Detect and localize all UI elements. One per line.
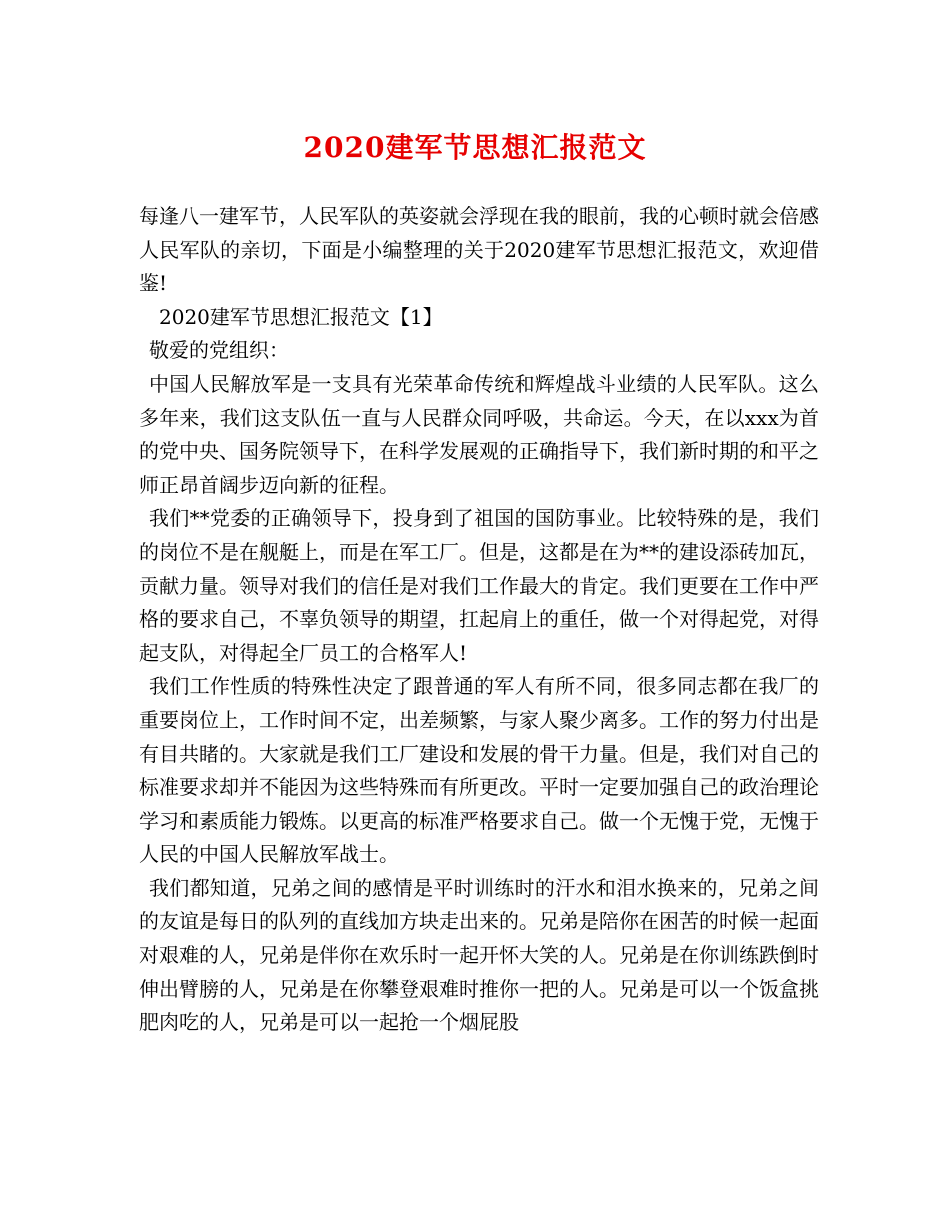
body-paragraph: 我们都知道，兄弟之间的感情是平时训练时的汗水和泪水换来的，兄弟之间的友谊是每日的队列的直线加方块走出来的。兄弟是陪你在困苦的时候一起面对艰难的人，兄弟是伴你在欢乐时一起开怀大笑的人。兄弟是在你训练跌倒时伸出臂膀的人，兄弟是在你攀登艰难时推你一把的人。兄弟是可以一个饭盒挑肥肉吃的人，兄弟是可以一起抢一个烟屁股 — [139, 875, 819, 1035]
intro-paragraph: 每逢八一建军节，人民军队的英姿就会浮现在我的眼前，我的心顿时就会倍感人民军队的亲切，下面是小编整理的关于2020建军节思想汇报范文，欢迎借鉴! — [139, 204, 819, 296]
document-title: 2020建军节思想汇报范文 — [303, 131, 647, 164]
body-paragraph: 我们工作性质的特殊性决定了跟普通的军人有所不同，很多同志都在我厂的重要岗位上，工作时间不定，出差频繁，与家人聚少离多。工作的努力付出是有目共睹的。大家就是我们工厂建设和发展的骨干力量。但是，我们对自己的标准要求却并不能因为这些特殊而有所更改。平时一定要加强自己的政治理论学习和素质能力锻炼。以更高的标准严格要求自己。做一个无愧于党，无愧于人民的中国人民解放军战士。 — [139, 674, 819, 867]
document-body — [139, 200, 819, 1040]
body-paragraph: 中国人民解放军是一支具有光荣革命传统和辉煌战斗业绩的人民军队。这么多年来，我们这支队伍一直与人民群众同呼吸，共命运。今天，在以xxx为首的党中央、国务院领导下，在科学发展观的正确指导下，我们新时期的和平之师正昂首阔步迈向新的征程。 — [139, 371, 819, 497]
salutation: 敬爱的党组织： — [149, 338, 289, 363]
body-paragraph: 我们**党委的正确领导下，投身到了祖国的国防事业。比较特殊的是，我们的岗位不是在舰艇上，而是在军工厂。但是，这都是在为**的建设添砖加瓦，贡献力量。领导对我们的信任是对我们工作最大的肯定。我们更要在工作中严格的要求自己，不辜负领导的期望，扛起肩上的重任，做一个对得起党，对得起支队，对得起全厂员工的合格军人! — [139, 506, 819, 665]
section-heading: 2020建军节思想汇报范文【1】 — [159, 304, 443, 329]
